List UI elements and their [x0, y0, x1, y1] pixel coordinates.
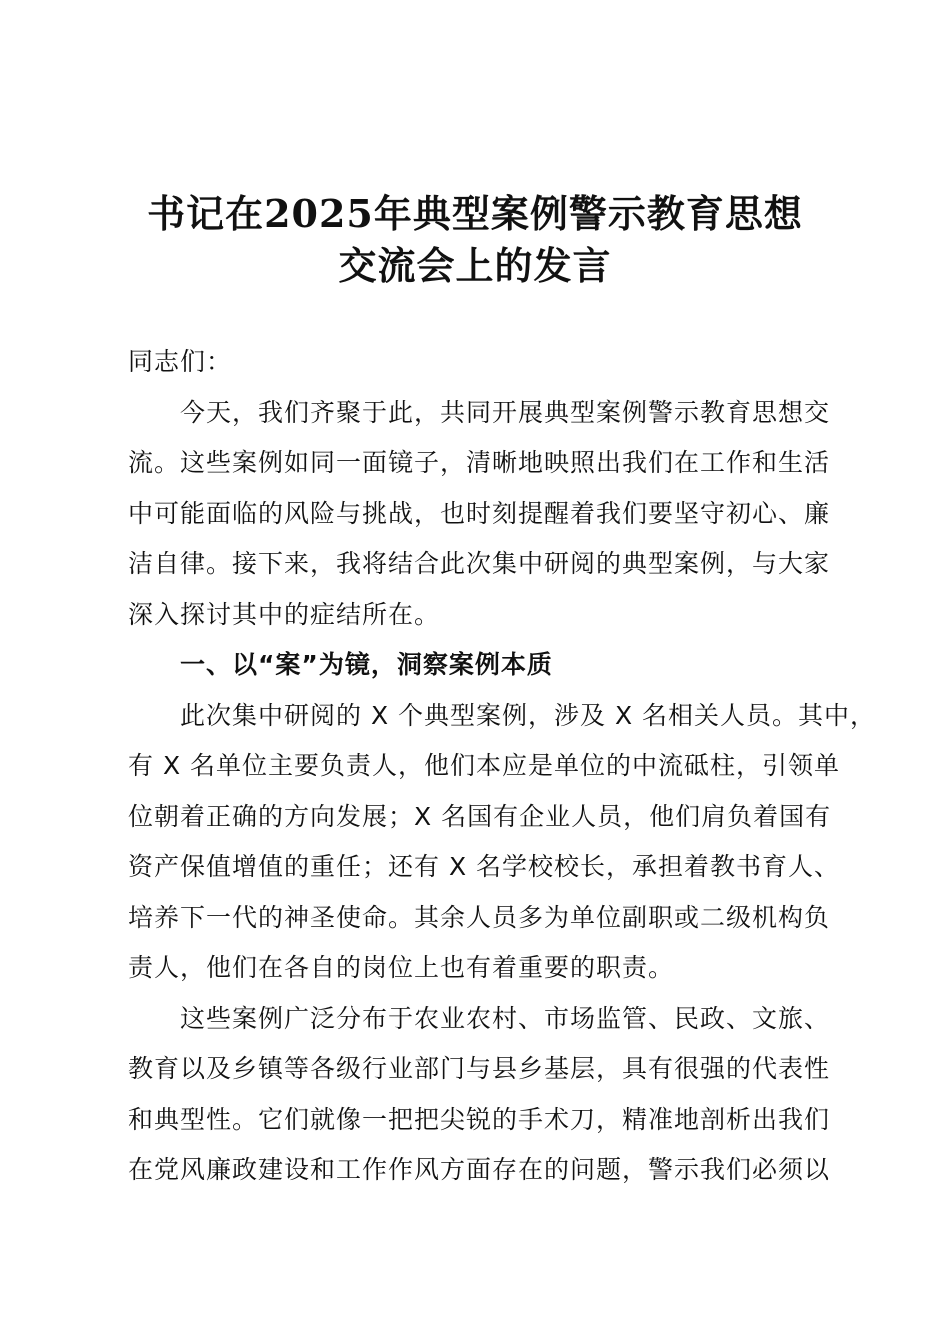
paragraph-intro	[128, 388, 831, 641]
title-line-1: 书记在2025年典型案例警示教育思想	[147, 191, 803, 236]
text-line: 培养下一代的神圣使命。其余人员多为单位副职或二级机构负	[128, 902, 831, 932]
title-line-2: 交流会上的发言	[338, 243, 612, 288]
text-line: 中可能面临的风险与挑战，也时刻提醒着我们要坚守初心、廉	[128, 498, 831, 528]
text-line: 教育以及乡镇等各级行业部门与县乡基层，具有很强的代表性	[128, 1054, 831, 1083]
text-line: 洁自律。接下来，我将结合此次集中研阅的典型案例，与大家	[128, 549, 831, 578]
text-line: 今天，我们齐聚于此，共同开展典型案例警示教育思想交	[180, 397, 831, 427]
section-heading: 一、以“案”为镜，洞察案例本质	[180, 650, 553, 679]
text-line: 在党风廉政建设和工作作风方面存在的问题，警示我们必须以	[128, 1155, 831, 1184]
document-body	[128, 337, 877, 1196]
paragraph-distribution	[128, 994, 831, 1196]
paragraph-cases	[128, 691, 877, 994]
document-title	[80, 188, 870, 292]
salutation: 同志们：	[128, 347, 233, 376]
text-line: 责人，他们在各自的岗位上也有着重要的职责。	[128, 953, 675, 982]
text-line: 此次集中研阅的 X 个典型案例，涉及 X 名相关人员。其中，	[180, 700, 877, 730]
text-line: 流。这些案例如同一面镜子，清晰地映照出我们在工作和生活	[128, 448, 831, 477]
text-line: 这些案例广泛分布于农业农村、市场监管、民政、文旅、	[180, 1003, 831, 1033]
text-line: 深入探讨其中的症结所在。	[128, 599, 441, 629]
text-line: 和典型性。它们就像一把把尖锐的手术刀，精准地剖析出我们	[128, 1104, 831, 1134]
text-line: 位朝着正确的方向发展；X 名国有企业人员，他们肩负着国有	[128, 801, 832, 831]
text-line: 有 X 名单位主要负责人，他们本应是单位的中流砥柱，引领单	[128, 751, 841, 780]
text-line: 资产保值增值的重任；还有 X 名学校校长，承担着教书育人、	[128, 852, 841, 881]
